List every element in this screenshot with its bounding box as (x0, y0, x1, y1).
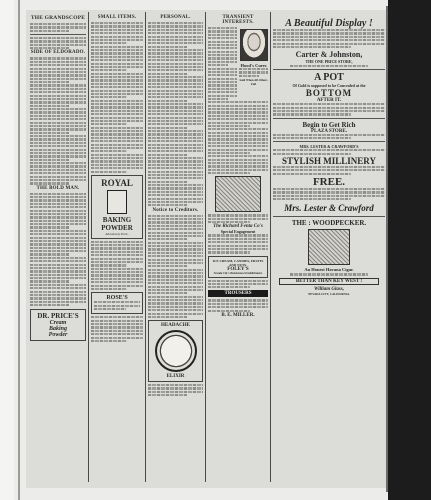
ad-line: An Honest Havana Cigar. (304, 267, 354, 273)
ad-line: NEVADA CITY, CALIFORNIA. (308, 291, 350, 296)
ad-signature: William Glass, (313, 286, 345, 292)
ad-line: FOLEY'S (227, 266, 249, 272)
ad-line: Absolutely Pure. (105, 231, 129, 236)
ad-line: Of Gold is supposed to be Concealed at the (292, 83, 366, 89)
script-signature-logo: Mrs. Lester & Crawford (284, 203, 374, 214)
column-rule (270, 12, 271, 482)
ad-line: PLAZA STORE. (310, 128, 348, 134)
ad-signature: B. E. MILLER. (221, 312, 255, 318)
column-rule (88, 12, 89, 482)
foley-ad (208, 256, 268, 278)
ad-line: Cream (49, 320, 67, 327)
headache-ad (148, 320, 203, 382)
ad-title: The Richard Fenta Co's (213, 224, 263, 230)
ad-title: ICE CREAM, CANDIES, FRUITS AND NUTS. (212, 258, 264, 267)
column-2 (91, 14, 143, 482)
royal-baking-powder-ad (91, 175, 143, 239)
scan-right-edge (388, 0, 431, 500)
ad-line: ELIXIR (166, 374, 185, 380)
ad-line: STYLISH MILLINERY (282, 155, 376, 166)
ad-line: BETTER THAN KEY WEST ! (279, 278, 379, 285)
ad-line: Baking (48, 326, 67, 333)
masthead: THE GRANDSCOPE (30, 15, 86, 21)
ad-line: BOTTOM (305, 88, 353, 99)
ad-line: Nevada City's Handsomest Establishment. (213, 271, 263, 275)
scan-left-margin (0, 0, 14, 500)
ad-title: ROSE'S (106, 295, 128, 302)
ad-title: MRS. LESTER & CRAWFORD'S (299, 144, 359, 150)
ad-line: AFTER IT. (316, 98, 342, 104)
ad-title: Carter & Johnston, (295, 50, 363, 60)
ad-line: Sold When All Others Fail (239, 78, 268, 87)
ad-line: THE ONE PRICE STORE, (305, 59, 353, 65)
ad-line: FREE. (312, 176, 346, 188)
section-heading: Notice to Creditors. (152, 207, 199, 213)
section-heading: SMALL ITEMS. (97, 15, 137, 20)
ad-title: A Beautiful Display ! (285, 18, 373, 29)
column-3 (148, 14, 203, 482)
section-heading: PERSONAL. (160, 15, 191, 20)
rose-ad (91, 292, 143, 314)
binding-spine (18, 0, 20, 500)
section-heading: THE BOLD MAN. (36, 185, 80, 191)
woodpecker-illustration (308, 229, 350, 265)
column-rule (145, 12, 146, 482)
ad-line: POWDER (101, 223, 133, 232)
column-rule (205, 12, 206, 482)
ad-title: HEADACHE (161, 323, 190, 329)
ad-title: ROYAL (101, 177, 133, 188)
dr-price-ad (30, 309, 86, 341)
ad-line: Powder (48, 332, 68, 339)
round-illustration (155, 330, 197, 372)
ad-title: THE : WOODPECKER. (291, 219, 367, 228)
section-heading: TRANSIENT INTERESTS. (222, 15, 254, 25)
ad-line: BAKING (102, 215, 132, 224)
ad-line: Special Engagement (220, 229, 256, 235)
engraving-illustration (215, 176, 261, 212)
column-5 (273, 14, 385, 482)
powder-can-image (107, 190, 127, 214)
ad-title: DR. PRICE'S (37, 312, 79, 321)
column-1 (30, 14, 86, 482)
column-4 (208, 14, 268, 482)
ad-title: Begin to Get Rich (302, 120, 356, 129)
ad-title: Hood's Cures (240, 63, 267, 68)
portrait-engraving (240, 29, 268, 61)
ad-banner: TROUSERS (208, 290, 268, 297)
section-heading: SIDE OF ELDORADO. (30, 50, 86, 56)
ad-title: A POT (314, 72, 344, 84)
